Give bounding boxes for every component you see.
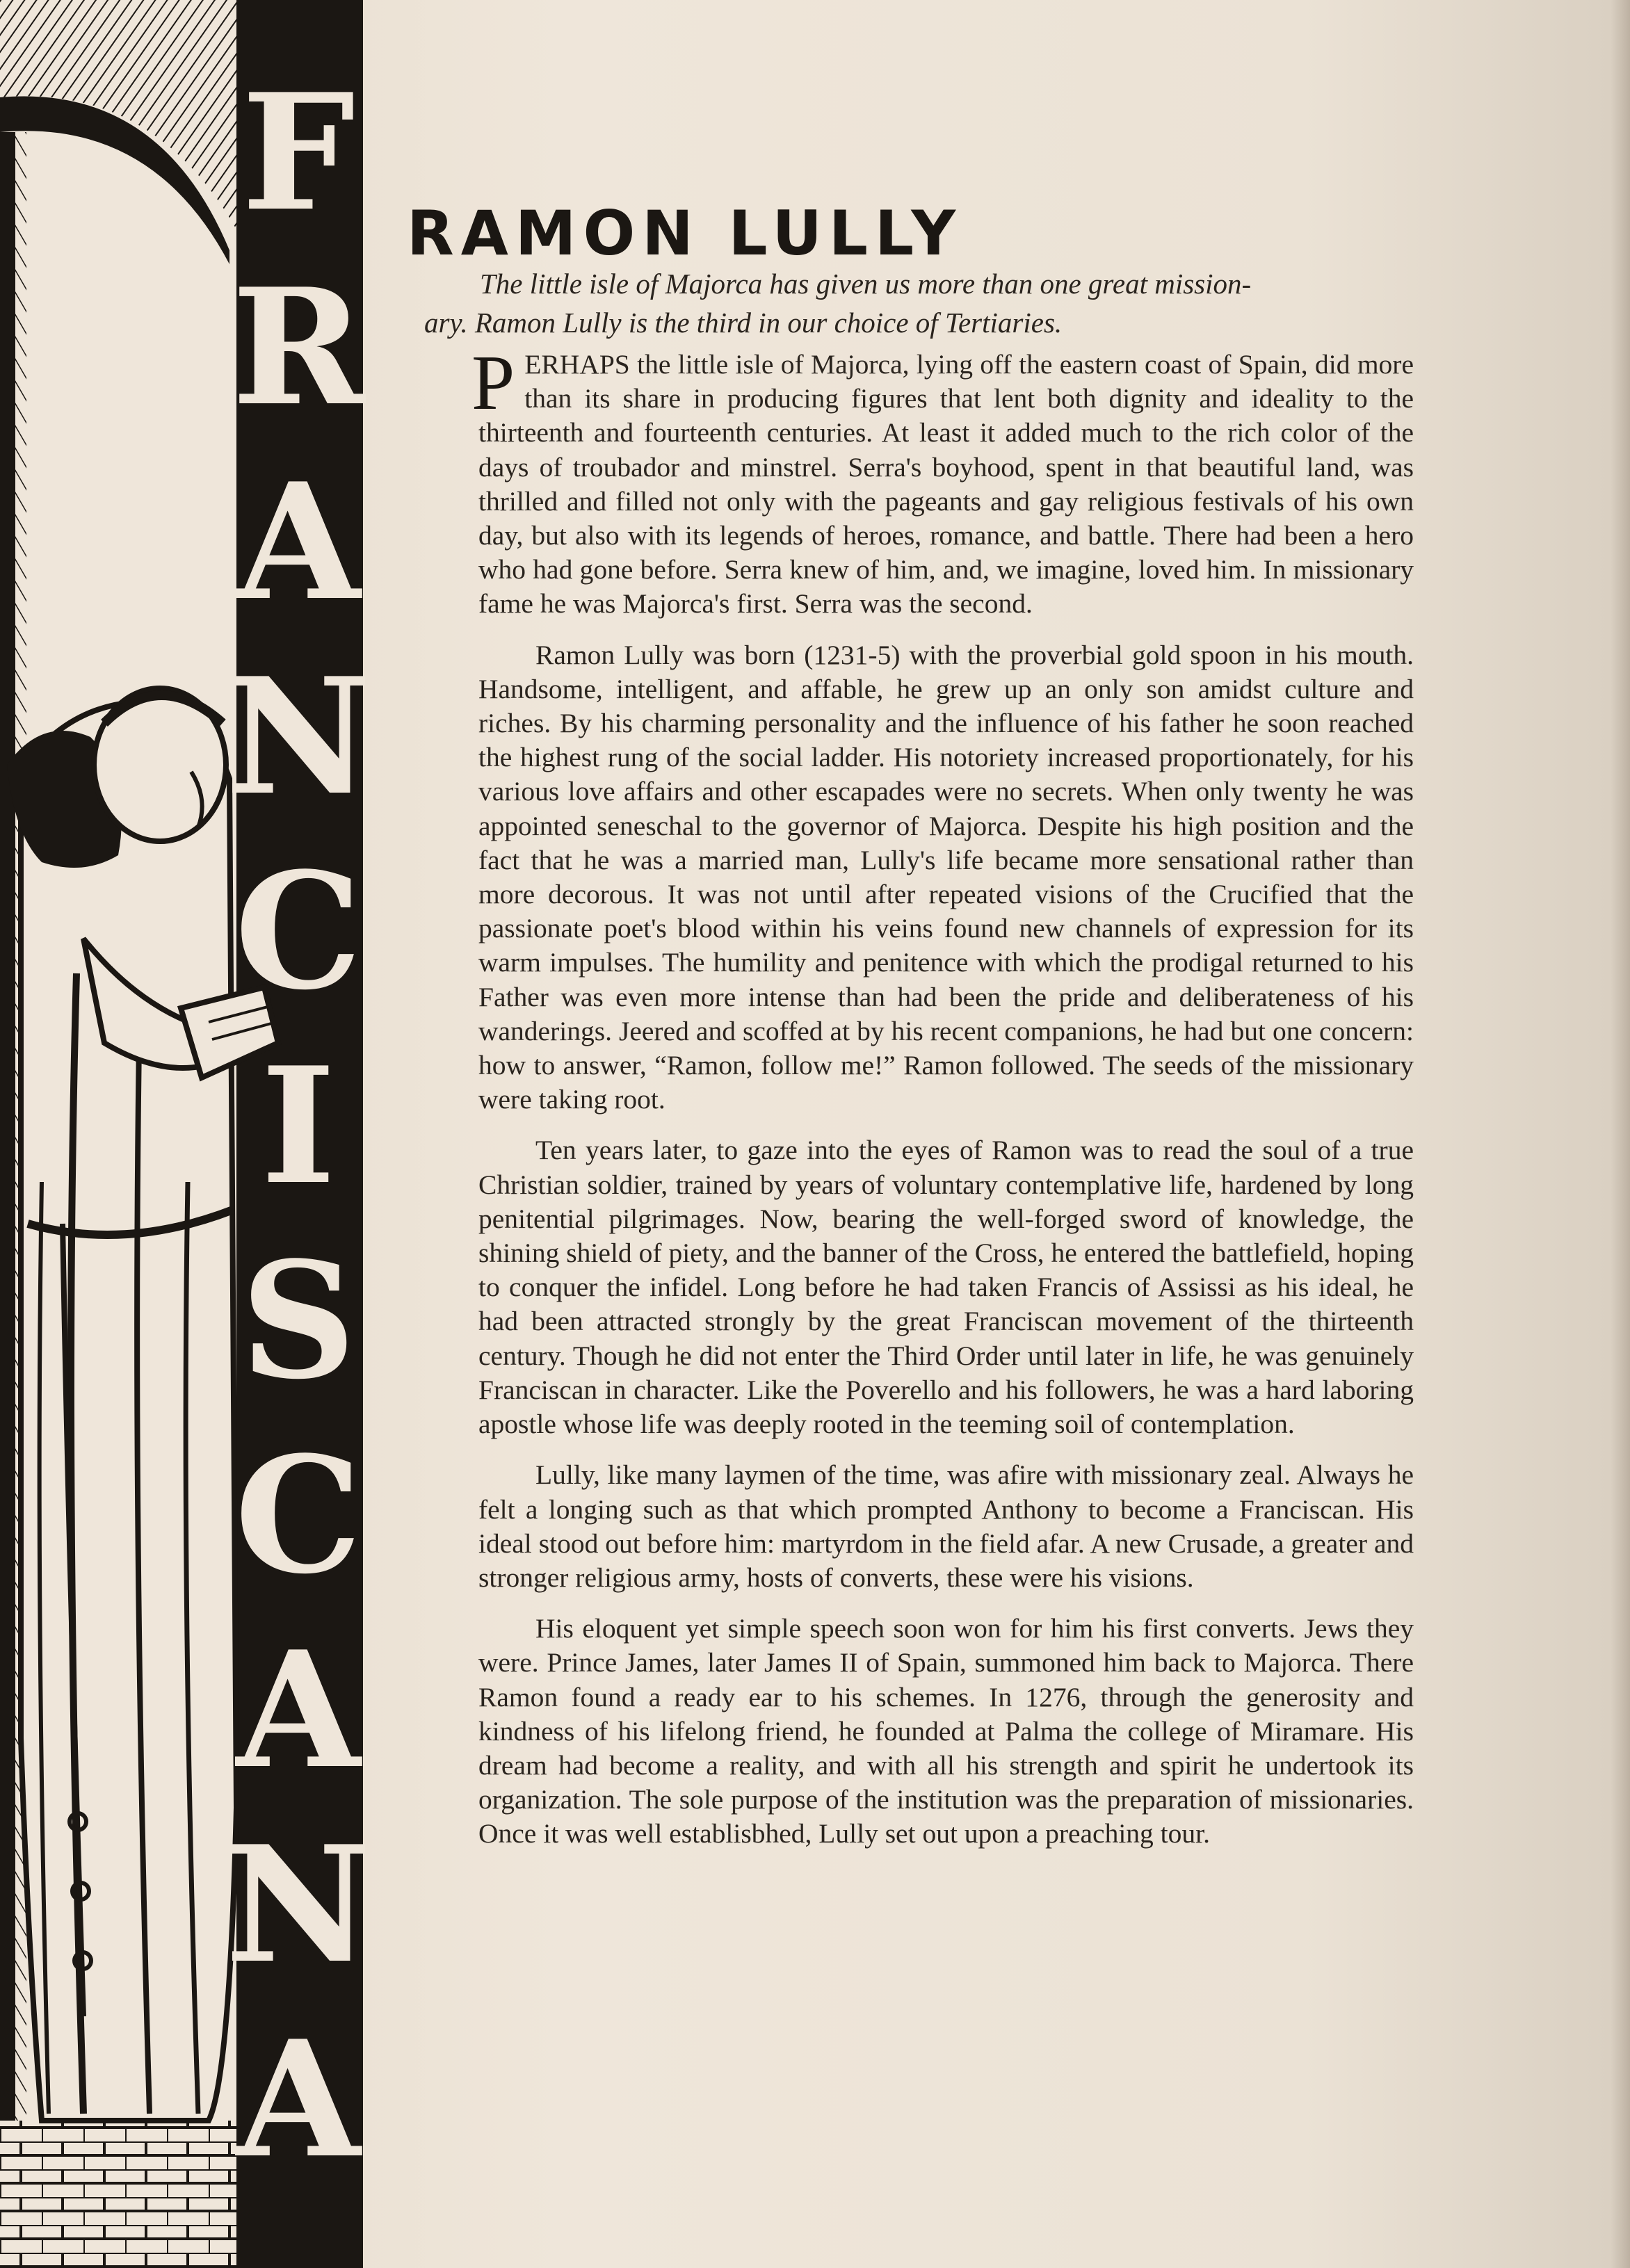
woodcut-illustration xyxy=(0,0,376,2268)
paragraph-2: Ramon Lully was born (1231-5) with the proverbial gold spoon in his mouth. Handsome, intelligent, and affable, he grew up an only son amidst culture and riches. By his charming personality and the influence of his father he soon reached the highest rung of the social ladder. His notoriety increased proportionately, for his various love affairs and other escapades were no secrets. When only twenty he was appointed seneschal to the governor of Majorca. Despite his high position and the fact that he was a married man, Lully's life became more sensational rather than more decorous. It was not until after repeated visions of the Crucified that the passionate poet's blood within his veins found new channels of expression for its warm impulses. The humility and penitence with which the prodigal returned to his Father was even more intense than had been the pride and deliberateness of his wanderings. Jeered and scoffed at by his recent companions, he had but one concern: how to answer, “Ramon, follow me!” Ramon followed. The seeds of the missionary were taking root. xyxy=(478,639,1414,1115)
article-title: RAMON LULLY xyxy=(407,197,963,269)
svg-text:A: A xyxy=(236,1617,361,1804)
svg-text:N: N xyxy=(225,1811,372,1999)
svg-text:R: R xyxy=(232,254,365,442)
drop-cap: P xyxy=(471,340,515,426)
page-edge xyxy=(1611,0,1630,2268)
svg-text:S: S xyxy=(240,1227,357,1415)
svg-text:C: C xyxy=(234,1422,362,1610)
article-intro xyxy=(424,264,1422,342)
intro-line-1: The little isle of Majorca has given us more than one great mission- xyxy=(480,268,1252,300)
paragraph-1-text: ERHAPS the little isle of Majorca, lying off the eastern coast of Spain, did more than its share in producing figures that lent both dignity and ideality to the thirteenth and fourteenth centuries. At least it added much to the rich color of the days of troubador and minstrel. Serra's boyhood, spent in that beautiful land, was thrilled and filled not only with the pageants and gay religious festivals of his own day, but also with its legends of heroes, romance, and battle. There had been a hero who had gone before. Serra knew of him, and, we imagine, loved him. In missionary fame he was Majorca's first. Serra was the second. xyxy=(478,349,1414,619)
article-body xyxy=(471,340,1414,1868)
svg-text:A: A xyxy=(236,2006,361,2194)
paragraph-3: Ten years later, to gaze into the eyes of Ramon was to read the soul of a true Christian soldier, trained by years of voluntary contemplative life, hardened by long penitential pilgrimages. Now, bearing the well-forged sword of knowledge, the shining shield of piety, and the banner of the Cross, he entered the battlefield, hoping to conquer the infidel. Long before he had taken Francis of Assissi as his ideal, he had been attracted strongly by the great Franciscan movement of the thirteenth century. Though he did not enter the Third Order until later in life, he was genuinely Franciscan in character. Like the Poverello and his followers, he was a hard laboring apostle whose life was deeply rooted in the teeming soil of contemplation. xyxy=(478,1135,1414,1440)
intro-line-2: ary. Ramon Lully is the third in our choice of Tertiaries. xyxy=(424,307,1063,339)
svg-text:F: F xyxy=(241,59,355,247)
paragraph-4: Lully, like many laymen of the time, was afire with missionary zeal. Always he felt a longing such as that which prompted Anthony to become a Franciscan. His ideal stood out before him: martyrdom in the field afar. A new Crusade, a greater and stronger religious army, hosts of converts, these were his visions. xyxy=(478,1459,1414,1593)
paragraph-5: His eloquent yet simple speech soon won for him his first converts. Jews they were. Prince James, later James II of Spain, summoned him back to Majorca. There Ramon found a ready ear to his schemes. In 1276, through the generosity and kindness of his lifelong friend, he founded at Palma the college of Miramare. His dream had become a reality, and with all his strength and spirit he undertook its organization. The sole purpose of the institution was the preparation of missionaries. Once it was well establisbhed, Lully set out upon a preaching tour. xyxy=(478,1613,1414,1849)
svg-text:I: I xyxy=(261,1032,336,1220)
svg-text:A: A xyxy=(236,448,361,636)
svg-text:C: C xyxy=(234,838,362,1026)
svg-text:N: N xyxy=(225,643,372,831)
paragraph-1 xyxy=(471,340,1414,622)
